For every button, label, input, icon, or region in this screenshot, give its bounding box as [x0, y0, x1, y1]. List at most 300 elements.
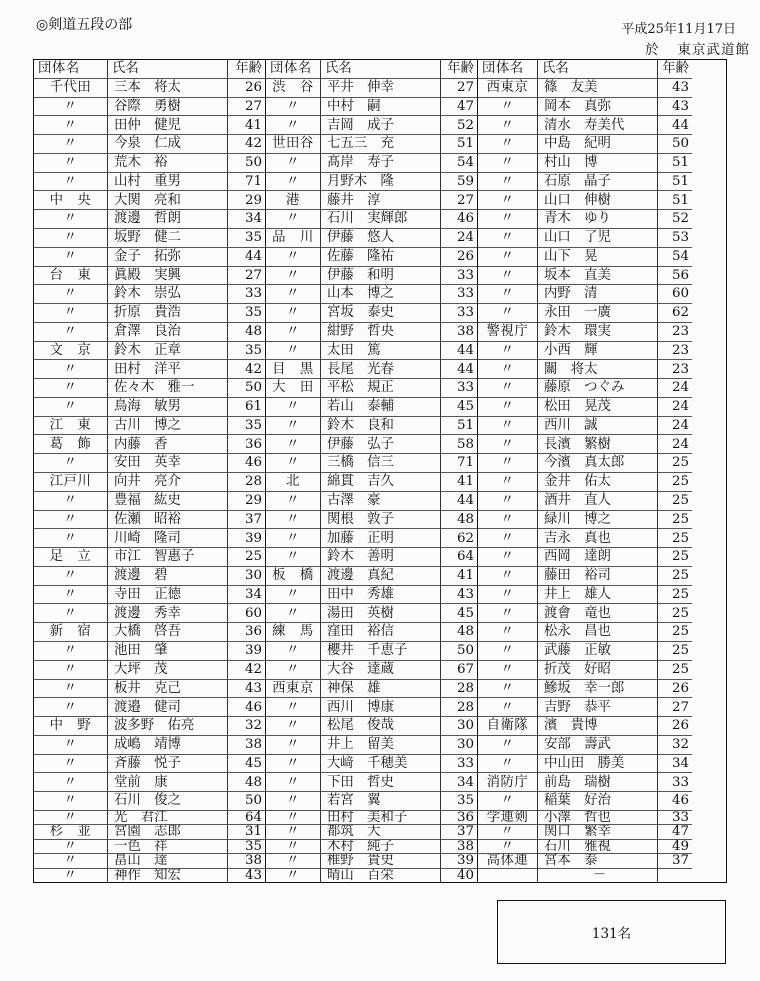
age-cell: 25: [228, 548, 266, 567]
org-cell: 〃: [34, 680, 108, 699]
age-cell: 50: [441, 642, 478, 661]
org-cell: 〃: [266, 548, 321, 567]
age-cell: 26: [658, 680, 692, 699]
org-cell: 〃: [266, 792, 321, 811]
name-cell: 豊福 紘史: [108, 492, 228, 511]
org-cell: 〃: [34, 304, 108, 323]
name-cell: 宮園 志郎: [108, 825, 228, 839]
age-cell: 30: [228, 567, 266, 586]
age-cell: 44: [658, 116, 692, 135]
age-cell: 25: [658, 661, 692, 680]
org-cell: 〃: [266, 825, 321, 839]
name-cell: 清水 寿美代: [538, 116, 658, 135]
name-cell: 石原 晶子: [538, 173, 658, 192]
name-cell: 佐々木 雅一: [108, 379, 228, 398]
name-cell: 下田 哲史: [321, 773, 441, 792]
org-cell: 〃: [266, 323, 321, 342]
age-cell: 41: [441, 473, 478, 492]
column-header-age: 年齢: [441, 60, 478, 79]
org-cell: 〃: [478, 229, 538, 248]
age-cell: 25: [658, 604, 692, 623]
name-cell: 平井 伸幸: [321, 79, 441, 98]
age-cell: 46: [228, 454, 266, 473]
age-cell: 24: [658, 398, 692, 417]
name-cell: 坂野 健二: [108, 229, 228, 248]
name-cell: 安部 壽武: [538, 736, 658, 755]
age-cell: 45: [441, 398, 478, 417]
age-cell: 27: [228, 267, 266, 286]
age-cell: 26: [441, 248, 478, 267]
org-cell: 消防庁: [478, 773, 538, 792]
org-cell: 〃: [478, 604, 538, 623]
name-cell: 鈴木 環実: [538, 323, 658, 342]
org-cell: 葛 飾: [34, 435, 108, 454]
column-header-name: 氏名: [538, 60, 658, 79]
name-cell: 篠 友美: [538, 79, 658, 98]
org-cell: 〃: [478, 736, 538, 755]
age-cell: 59: [441, 173, 478, 192]
name-cell: 太田 篤: [321, 342, 441, 361]
org-cell: 〃: [34, 840, 108, 854]
org-cell: 〃: [34, 454, 108, 473]
org-cell: 〃: [266, 854, 321, 868]
name-cell: 藤田 裕司: [538, 567, 658, 586]
age-cell: 28: [441, 698, 478, 717]
name-cell: 鈴木 善明: [321, 548, 441, 567]
age-cell: 48: [441, 511, 478, 530]
age-cell: 34: [658, 755, 692, 774]
name-cell: 永田 一廣: [538, 304, 658, 323]
name-cell: 藤井 淳: [321, 191, 441, 210]
org-cell: 〃: [266, 435, 321, 454]
age-cell: 64: [228, 811, 266, 825]
name-cell: 紺野 哲央: [321, 323, 441, 342]
name-cell: 渡邊 秀幸: [108, 604, 228, 623]
org-cell: 〃: [34, 210, 108, 229]
age-cell: 25: [658, 529, 692, 548]
name-cell: 小澤 哲也: [538, 811, 658, 825]
name-cell: 斉藤 悦子: [108, 755, 228, 774]
age-cell: 64: [441, 548, 478, 567]
org-cell: 〃: [266, 698, 321, 717]
name-cell: 櫻井 千恵子: [321, 642, 441, 661]
venue-prefix: 於: [645, 42, 660, 58]
org-cell: 〃: [266, 529, 321, 548]
age-cell: 45: [441, 604, 478, 623]
org-cell: 〃: [34, 811, 108, 825]
org-cell: 学連剣: [478, 811, 538, 825]
age-cell: 26: [658, 717, 692, 736]
age-cell: 26: [228, 79, 266, 98]
org-cell: 〃: [266, 755, 321, 774]
name-cell: 大関 亮和: [108, 191, 228, 210]
name-cell: 中村 嗣: [321, 98, 441, 117]
org-cell: 〃: [478, 792, 538, 811]
name-cell: 松尾 俊哉: [321, 717, 441, 736]
org-cell: 〃: [34, 854, 108, 868]
org-cell: 〃: [34, 586, 108, 605]
age-cell: 50: [228, 154, 266, 173]
name-cell: 濱 貴博: [538, 717, 658, 736]
name-cell: 山本 博之: [321, 285, 441, 304]
age-cell: 48: [228, 773, 266, 792]
age-cell: 51: [441, 417, 478, 436]
org-cell: 〃: [478, 548, 538, 567]
age-cell: 24: [658, 435, 692, 454]
name-cell: 谷際 勇樹: [108, 98, 228, 117]
age-cell: 33: [441, 285, 478, 304]
org-cell: 〃: [266, 210, 321, 229]
event-date: 平成25年11月17日: [621, 22, 736, 37]
org-cell: 〃: [478, 435, 538, 454]
name-cell: 藤原 つぐみ: [538, 379, 658, 398]
name-cell: 若山 泰輔: [321, 398, 441, 417]
age-cell: 33: [441, 267, 478, 286]
name-cell: 吉永 真也: [538, 529, 658, 548]
age-cell: 52: [658, 210, 692, 229]
name-cell: 山村 重男: [108, 173, 228, 192]
name-cell: 綿貫 吉久: [321, 473, 441, 492]
name-cell: 堂前 康: [108, 773, 228, 792]
age-cell: 58: [441, 435, 478, 454]
age-cell: 35: [228, 840, 266, 854]
total-count-box: [497, 900, 726, 964]
age-cell: 35: [441, 792, 478, 811]
name-cell: 椎野 貴史: [321, 854, 441, 868]
org-cell: 〃: [34, 755, 108, 774]
org-cell: 〃: [266, 511, 321, 530]
org-cell: 江 東: [34, 417, 108, 436]
name-cell: 三橋 信三: [321, 454, 441, 473]
age-cell: 33: [658, 773, 692, 792]
column-header-age: 年齢: [658, 60, 692, 79]
org-cell: 〃: [478, 825, 538, 839]
name-cell: 田中 秀雄: [321, 586, 441, 605]
age-cell: 25: [658, 473, 692, 492]
age-cell: 46: [228, 698, 266, 717]
name-cell: 倉澤 良治: [108, 323, 228, 342]
name-cell: 酒井 直人: [538, 492, 658, 511]
age-cell: 60: [658, 285, 692, 304]
name-cell: 神保 雄: [321, 680, 441, 699]
org-cell: 〃: [34, 285, 108, 304]
org-cell: 〃: [478, 417, 538, 436]
org-cell: 〃: [266, 661, 321, 680]
org-cell: 〃: [478, 567, 538, 586]
org-cell: 〃: [34, 604, 108, 623]
org-cell: 大 田: [266, 379, 321, 398]
column-header-name: 氏名: [108, 60, 228, 79]
org-cell: 西東京: [266, 680, 321, 699]
age-cell: 25: [658, 511, 692, 530]
age-cell: 33: [441, 304, 478, 323]
name-cell: 伊藤 弘子: [321, 435, 441, 454]
age-cell: 24: [658, 417, 692, 436]
age-cell: 25: [658, 623, 692, 642]
age-cell: 25: [658, 586, 692, 605]
age-cell: 31: [228, 825, 266, 839]
name-cell: 鈴木 崇弘: [108, 285, 228, 304]
name-cell: 池田 肇: [108, 642, 228, 661]
age-cell: 35: [228, 342, 266, 361]
age-cell: 42: [228, 360, 266, 379]
age-cell: 34: [441, 773, 478, 792]
name-cell: 眞殿 実興: [108, 267, 228, 286]
name-cell: 伊藤 悠人: [321, 229, 441, 248]
org-cell: 〃: [266, 398, 321, 417]
age-cell: 44: [441, 360, 478, 379]
org-cell: 世田谷: [266, 135, 321, 154]
name-cell: 寺田 正徳: [108, 586, 228, 605]
org-cell: 品 川: [266, 229, 321, 248]
age-cell: 40: [441, 869, 478, 882]
age-cell: 35: [228, 304, 266, 323]
results-table: [33, 59, 727, 883]
name-cell: 渡邊 真紀: [321, 567, 441, 586]
age-cell: 60: [228, 604, 266, 623]
org-cell: 〃: [478, 840, 538, 854]
age-cell: 42: [228, 135, 266, 154]
org-cell: 高体連: [478, 854, 538, 868]
age-cell: 30: [441, 717, 478, 736]
org-cell: 千代田: [34, 79, 108, 98]
age-cell: 35: [228, 229, 266, 248]
age-cell: 54: [441, 154, 478, 173]
name-cell: 青木 ゆり: [538, 210, 658, 229]
name-cell: 古川 博之: [108, 417, 228, 436]
name-cell: 松永 昌也: [538, 623, 658, 642]
org-cell: 〃: [34, 567, 108, 586]
name-cell: 金井 佑太: [538, 473, 658, 492]
name-cell: 今濱 真太郎: [538, 454, 658, 473]
name-cell: 関口 繁幸: [538, 825, 658, 839]
name-cell: 石川 俊之: [108, 792, 228, 811]
age-cell: 39: [228, 529, 266, 548]
name-cell: 安田 英幸: [108, 454, 228, 473]
name-cell: 板井 克己: [108, 680, 228, 699]
org-cell: 〃: [478, 248, 538, 267]
age-cell: 49: [658, 840, 692, 854]
org-cell: 〃: [478, 304, 538, 323]
name-cell: 武藤 正敏: [538, 642, 658, 661]
age-cell: 51: [658, 173, 692, 192]
age-cell: 38: [441, 323, 478, 342]
age-cell: 23: [658, 342, 692, 361]
age-cell: 38: [441, 840, 478, 854]
org-cell: 中 央: [34, 191, 108, 210]
name-cell: 大坪 茂: [108, 661, 228, 680]
age-cell: [658, 869, 692, 882]
org-cell: 〃: [34, 773, 108, 792]
org-cell: 〃: [478, 285, 538, 304]
name-cell: 井上 留美: [321, 736, 441, 755]
name-cell: 關 将太: [538, 360, 658, 379]
org-cell: 〃: [266, 811, 321, 825]
name-cell: 古澤 豪: [321, 492, 441, 511]
org-cell: 〃: [478, 698, 538, 717]
age-cell: 50: [228, 792, 266, 811]
age-cell: 48: [228, 323, 266, 342]
name-cell: 大﨑 千穂美: [321, 755, 441, 774]
name-cell: 石川 雅視: [538, 840, 658, 854]
age-cell: 52: [441, 116, 478, 135]
page-title: ◎剣道五段の部: [36, 17, 133, 33]
age-cell: 32: [658, 736, 692, 755]
name-cell: 中山田 勝美: [538, 755, 658, 774]
org-cell: 〃: [478, 360, 538, 379]
name-cell: 西川 博康: [321, 698, 441, 717]
org-cell: 〃: [478, 379, 538, 398]
age-cell: 44: [441, 492, 478, 511]
org-cell: 〃: [478, 398, 538, 417]
age-cell: 47: [441, 98, 478, 117]
age-cell: 24: [658, 379, 692, 398]
org-cell: 〃: [34, 248, 108, 267]
name-cell: 波多野 佑亮: [108, 717, 228, 736]
age-cell: 36: [228, 435, 266, 454]
org-cell: 警視庁: [478, 323, 538, 342]
age-cell: 62: [658, 304, 692, 323]
org-cell: 新 宿: [34, 623, 108, 642]
age-cell: 33: [441, 755, 478, 774]
name-cell: 今泉 仁成: [108, 135, 228, 154]
name-cell: 吉岡 成子: [321, 116, 441, 135]
org-cell: 〃: [34, 492, 108, 511]
age-cell: 27: [658, 698, 692, 717]
org-cell: 杉 並: [34, 825, 108, 839]
name-cell: 畠山 達: [108, 854, 228, 868]
age-cell: 23: [658, 323, 692, 342]
name-cell: 木村 純子: [321, 840, 441, 854]
org-cell: 中 野: [34, 717, 108, 736]
org-cell: 〃: [266, 285, 321, 304]
age-cell: 38: [228, 854, 266, 868]
org-cell: 〃: [34, 360, 108, 379]
name-cell: 佐瀬 昭裕: [108, 511, 228, 530]
age-cell: 32: [228, 717, 266, 736]
org-cell: 〃: [266, 248, 321, 267]
org-cell: 〃: [478, 529, 538, 548]
name-cell: 緑川 博之: [538, 511, 658, 530]
org-cell: 〃: [266, 492, 321, 511]
name-cell: 折原 貴浩: [108, 304, 228, 323]
name-cell: 渡邊 碧: [108, 567, 228, 586]
name-cell: －: [538, 869, 658, 882]
age-cell: 36: [228, 623, 266, 642]
org-cell: 〃: [478, 661, 538, 680]
age-cell: 43: [441, 586, 478, 605]
name-cell: 岡本 真弥: [538, 98, 658, 117]
org-cell: 自衛隊: [478, 717, 538, 736]
name-cell: 田仲 健児: [108, 116, 228, 135]
name-cell: 宮坂 泰史: [321, 304, 441, 323]
name-cell: 市江 智惠子: [108, 548, 228, 567]
org-cell: 〃: [266, 342, 321, 361]
org-cell: 〃: [34, 511, 108, 530]
age-cell: 35: [228, 417, 266, 436]
age-cell: 71: [441, 454, 478, 473]
age-cell: 44: [441, 342, 478, 361]
column-header-age: 年齢: [228, 60, 266, 79]
age-cell: 38: [228, 736, 266, 755]
column-header-org: 団体名: [34, 60, 108, 79]
org-cell: 〃: [266, 869, 321, 882]
age-cell: 51: [658, 154, 692, 173]
org-cell: 〃: [478, 680, 538, 699]
org-cell: 〃: [478, 454, 538, 473]
org-cell: 〃: [34, 135, 108, 154]
org-cell: 〃: [34, 379, 108, 398]
name-cell: 石川 実輝郎: [321, 210, 441, 229]
age-cell: 28: [441, 680, 478, 699]
name-cell: 坂本 直美: [538, 267, 658, 286]
org-cell: 〃: [34, 698, 108, 717]
org-cell: 〃: [34, 869, 108, 882]
name-cell: 金子 拓弥: [108, 248, 228, 267]
name-cell: 晴山 百栄: [321, 869, 441, 882]
name-cell: 折茂 好昭: [538, 661, 658, 680]
age-cell: 62: [441, 529, 478, 548]
name-cell: 三本 将太: [108, 79, 228, 98]
age-cell: 36: [441, 811, 478, 825]
name-cell: 窪田 裕信: [321, 623, 441, 642]
age-cell: 25: [658, 642, 692, 661]
column-header-name: 氏名: [321, 60, 441, 79]
age-cell: 34: [228, 586, 266, 605]
age-cell: 50: [658, 135, 692, 154]
name-cell: 髙岸 寿子: [321, 154, 441, 173]
name-cell: 井上 雄人: [538, 586, 658, 605]
age-cell: 27: [228, 98, 266, 117]
org-cell: 〃: [478, 98, 538, 117]
org-cell: 〃: [478, 267, 538, 286]
age-cell: 67: [441, 661, 478, 680]
org-cell: 〃: [266, 586, 321, 605]
age-cell: 25: [658, 548, 692, 567]
age-cell: 33: [228, 285, 266, 304]
age-cell: 42: [228, 661, 266, 680]
org-cell: 〃: [266, 604, 321, 623]
age-cell: 46: [658, 792, 692, 811]
org-cell: 〃: [478, 173, 538, 192]
name-cell: 山口 伸樹: [538, 191, 658, 210]
name-cell: 鰺坂 幸一郎: [538, 680, 658, 699]
name-cell: 加藤 正明: [321, 529, 441, 548]
age-cell: 43: [228, 680, 266, 699]
org-cell: 〃: [478, 755, 538, 774]
age-cell: 41: [441, 567, 478, 586]
name-cell: 松田 晃茂: [538, 398, 658, 417]
column-header-org: 団体名: [478, 60, 538, 79]
org-cell: 〃: [478, 116, 538, 135]
age-cell: 56: [658, 267, 692, 286]
name-cell: 長濱 繁樹: [538, 435, 658, 454]
name-cell: 長尾 光春: [321, 360, 441, 379]
org-cell: 台 東: [34, 267, 108, 286]
org-cell: 〃: [266, 454, 321, 473]
org-cell: 〃: [266, 642, 321, 661]
name-cell: 若宮 翼: [321, 792, 441, 811]
name-cell: 鳥海 敏男: [108, 398, 228, 417]
name-cell: 向井 亮介: [108, 473, 228, 492]
name-cell: 内藤 香: [108, 435, 228, 454]
age-cell: 28: [228, 473, 266, 492]
name-cell: 関根 敦子: [321, 511, 441, 530]
age-cell: 48: [441, 623, 478, 642]
age-cell: 44: [228, 248, 266, 267]
org-cell: 〃: [34, 154, 108, 173]
org-cell: 目 黒: [266, 360, 321, 379]
